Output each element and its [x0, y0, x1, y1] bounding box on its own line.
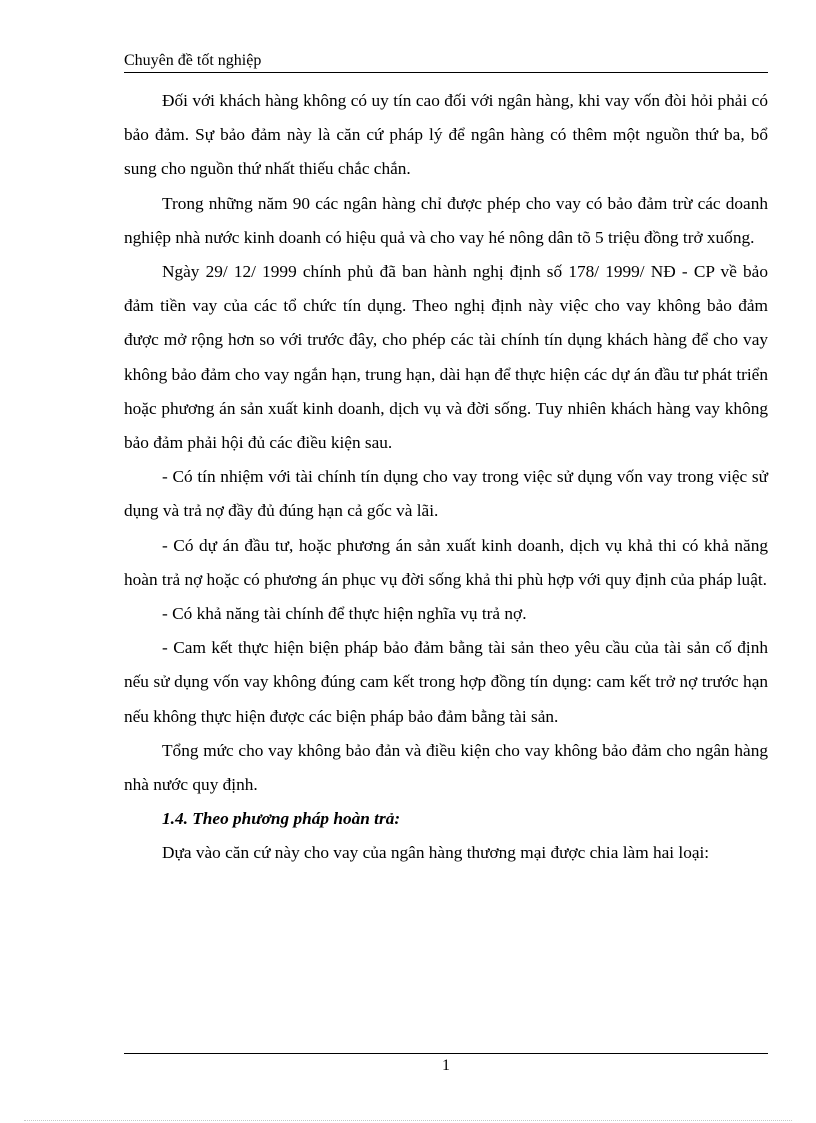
condition-item-feasible-project: - Có dự án đầu tư, hoặc phương án sản xuất kinh doanh, dịch vụ khả thi có khả năng hoàn trả nợ hoặc có phương án phục vụ đời sống khả thi phù hợp với quy định của pháp luật. — [124, 535, 768, 589]
section-heading: 1.4. Theo phương pháp hoàn trả: — [162, 809, 401, 829]
paragraph-decree-178: Ngày 29/ 12/ 1999 chính phủ đã ban hành nghị định số 178/ 1999/ NĐ - CP về bảo đảm tiền vay của các tổ chức tín dụng. Theo nghị định này việc cho vay không bảo đảm được mở rộng hơn so với trước đây, cho phép các tài chính tín dụng khách hàng để cho vay không bảo đảm cho vay ngắn hạn, trung hạn, dài hạn để thực hiện các dự án đầu tư phát triển hoặc phương án sản xuất kinh doanh, dịch vụ và đời sống. Tuy nhiên khách hàng vay không bảo đảm phải hội đủ các điều kiện sau. — [124, 262, 768, 453]
header-title: Chuyên đề tốt nghiệp — [124, 52, 262, 69]
page-header — [124, 50, 768, 73]
footer-divider — [124, 1053, 768, 1054]
paragraph-total-lending: Tổng mức cho vay không bảo đản và điều kiện cho vay không bảo đảm cho ngân hàng nhà nước quy định. — [124, 740, 768, 795]
condition-item-commitment: - Cam kết thực hiện biện pháp bảo đảm bằng tài sản theo yêu cầu của tài sản cố định nếu sử dụng vốn vay không đúng cam kết trong hợp đồng tín dụng: cam kết trở nợ trước hạn nếu không thực hiện được các biện pháp bảo đảm bằng tài sản. — [124, 638, 768, 726]
condition-item-financial-capacity: - Có khả năng tài chính để thực hiện nghĩa vụ trả nợ. — [162, 604, 527, 624]
page-edge-divider — [24, 1120, 792, 1121]
paragraph-nineties-policy: Trong những năm 90 các ngân hàng chỉ được phép cho vay có bảo đảm trừ các doanh nghiệp nhà nước kinh doanh có hiệu quả và cho vay hé nông dân tõ 5 triệu đồng trở xuống. — [124, 193, 768, 247]
page-number: 1 — [442, 1057, 450, 1074]
paragraph-collateral-requirement: Đối với khách hàng không có uy tín cao đối với ngân hàng, khi vay vốn đòi hỏi phải có bảo đảm. Sự bảo đảm này là căn cứ pháp lý để ngân hàng có thêm một nguồn thứ ba, bổ sung cho nguồn thứ nhất thiếu chắc chắn. — [124, 91, 768, 179]
document-body — [124, 84, 768, 871]
condition-item-credibility: - Có tín nhiệm với tài chính tín dụng cho vay trong việc sử dụng vốn vay trong việc sử dụng và trả nợ đầy đủ đúng hạn cả gốc và lãi. — [124, 467, 768, 521]
paragraph-classification: Dựa vào căn cứ này cho vay của ngân hàng thương mại được chia làm hai loại: — [162, 843, 710, 863]
